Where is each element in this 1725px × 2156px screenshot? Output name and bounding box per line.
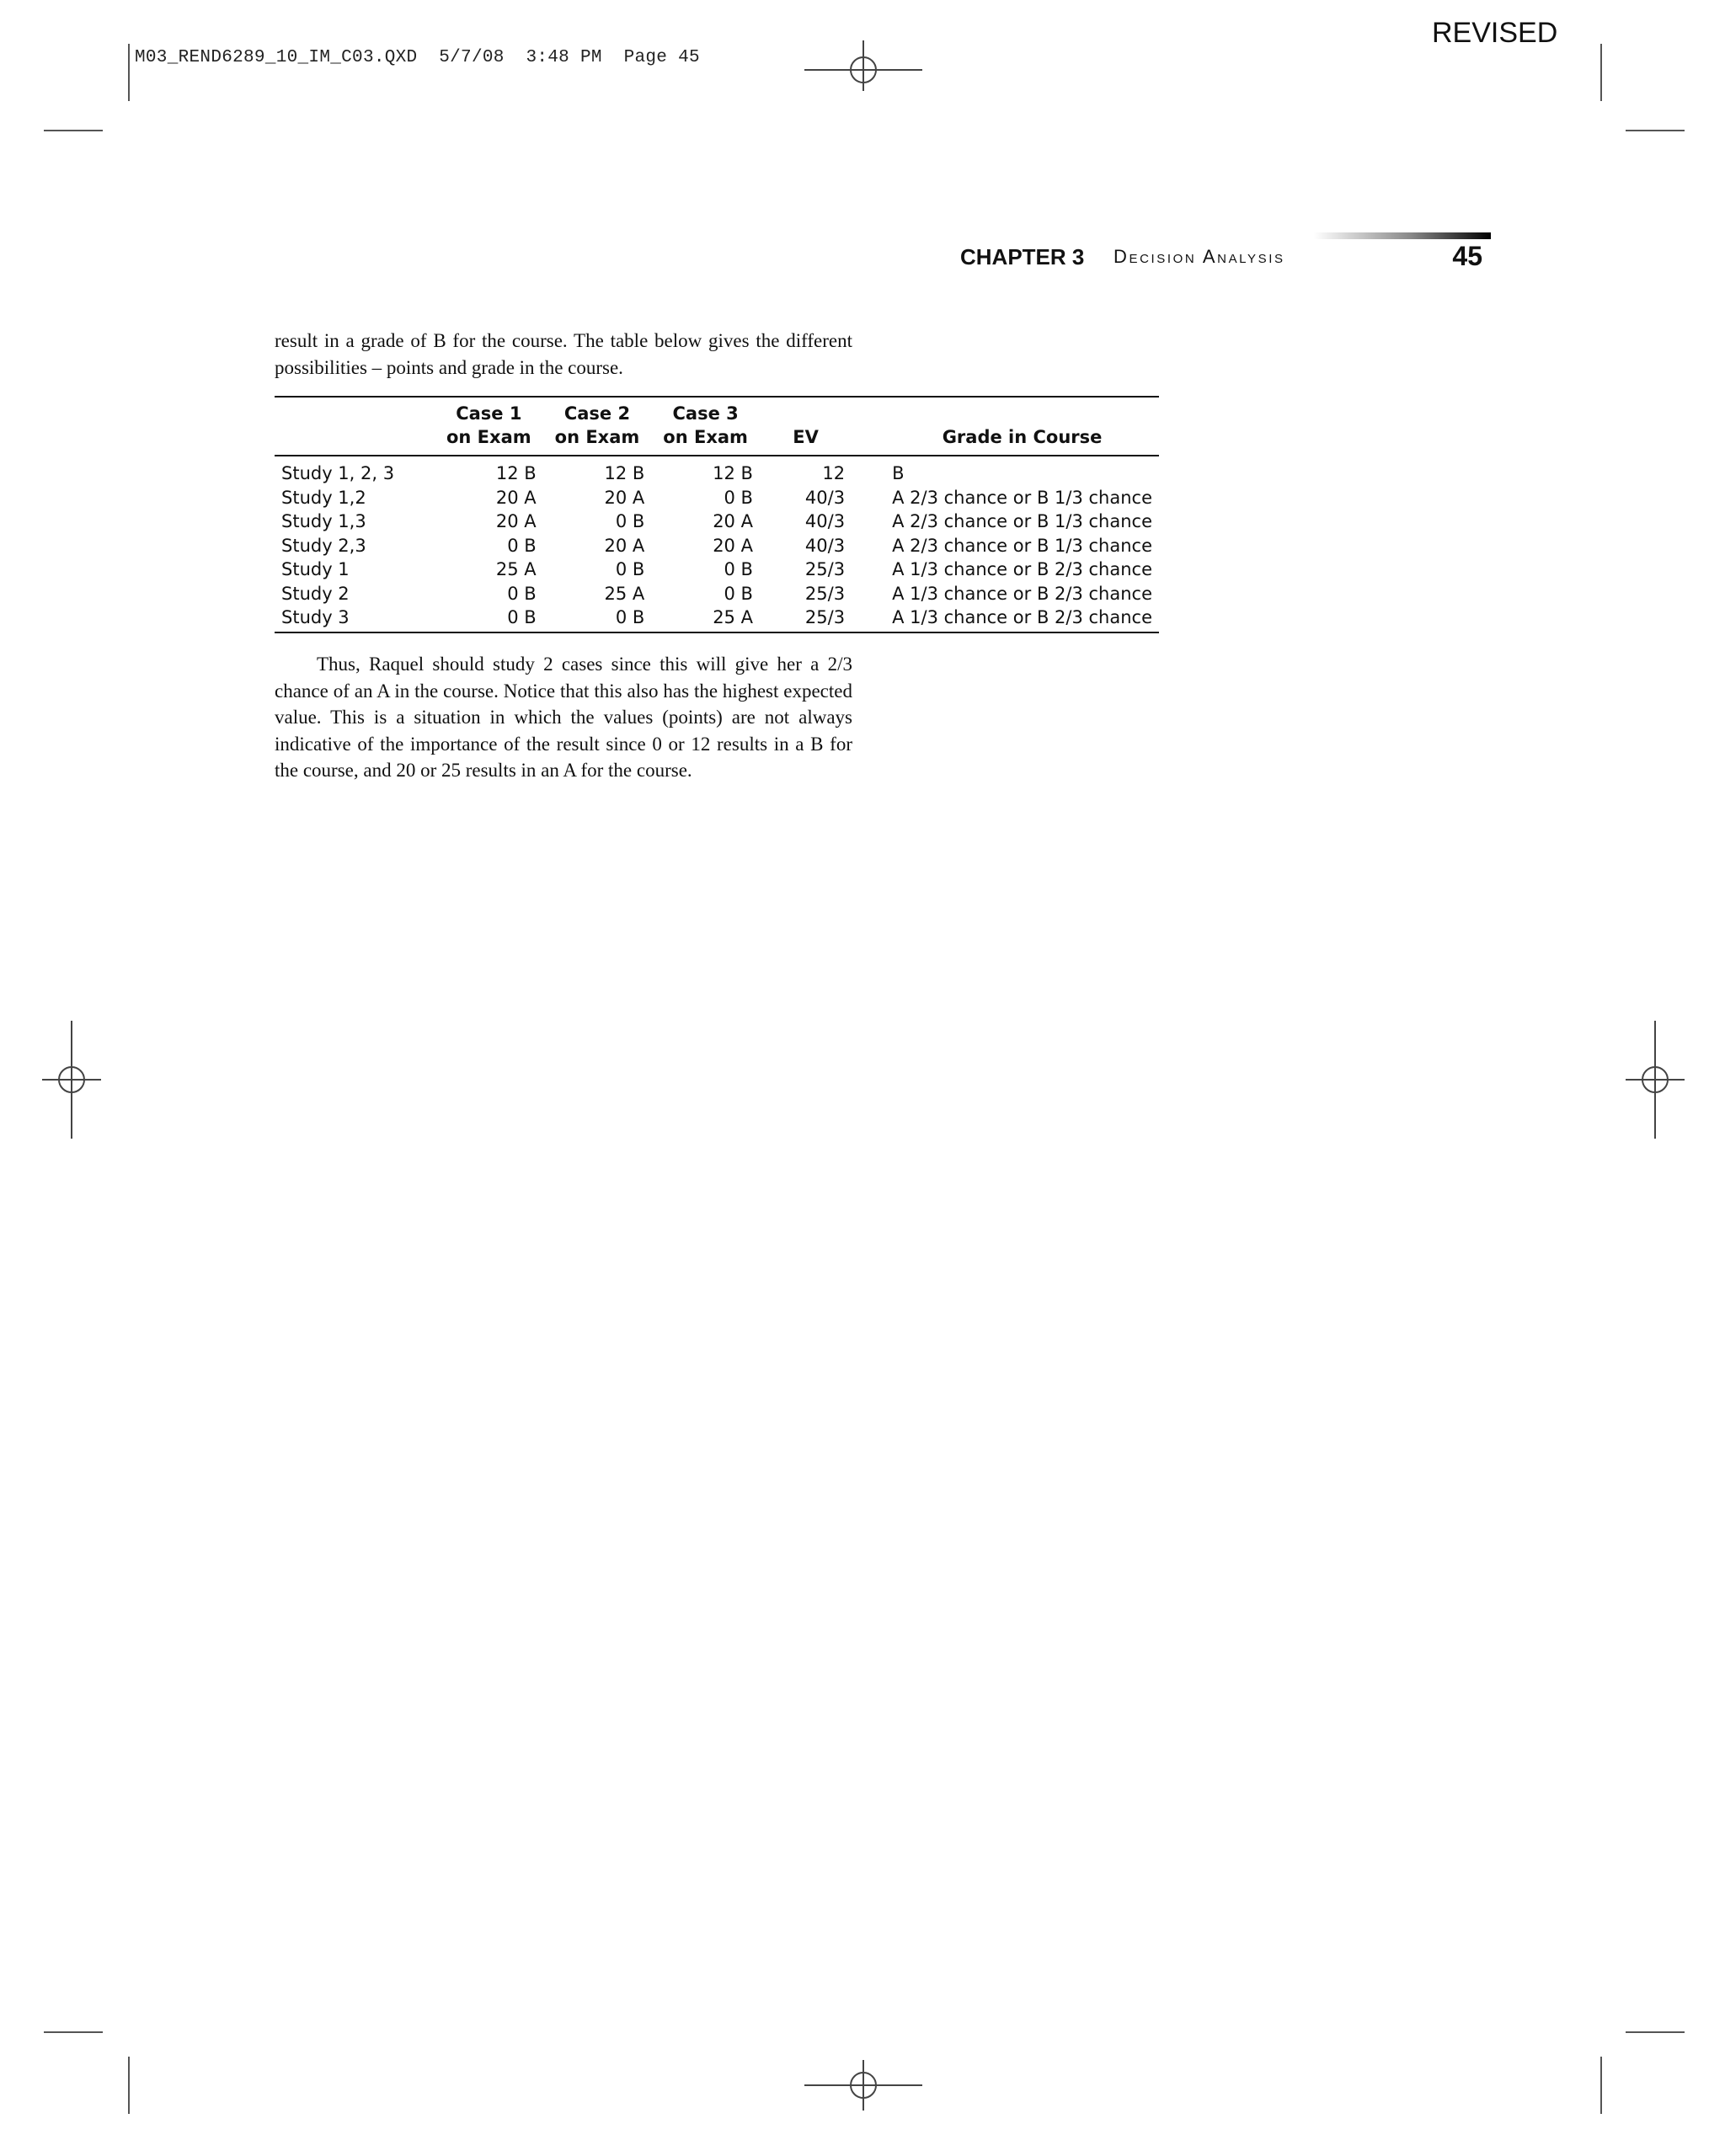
case2-cell: 0 B <box>615 607 645 627</box>
ev-header: EV <box>793 427 819 447</box>
revised-stamp: REVISED <box>1432 17 1558 49</box>
case3-cell: 0 B <box>724 559 753 579</box>
case1-cell: 0 B <box>507 583 537 604</box>
case2-cell: 12 B <box>604 463 645 483</box>
ev-cell: 40/3 <box>804 535 846 556</box>
case1-cell: 0 B <box>507 535 537 556</box>
ev-cell: 40/3 <box>804 487 846 508</box>
crop-mark <box>1600 44 1602 101</box>
option-cell: Study 1,3 <box>281 511 366 531</box>
case2-header-line2: on Exam <box>554 427 640 447</box>
ev-cell: 25/3 <box>804 583 846 604</box>
option-cell: Study 2 <box>281 583 350 604</box>
ev-cell: 25/3 <box>804 559 846 579</box>
case2-cell: 20 A <box>604 487 645 508</box>
grade-cell: A 1/3 chance or B 2/3 chance <box>892 583 1152 604</box>
file-slug: M03_REND6289_10_IM_C03.QXD 5/7/08 3:48 PM Page 45 <box>135 48 700 67</box>
case1-header <box>435 397 543 456</box>
grade-cell: B <box>892 463 905 483</box>
table-row <box>275 456 1159 486</box>
case3-cell: 12 B <box>713 463 753 483</box>
registration-mark-icon <box>804 40 922 91</box>
case3-header-line2: on Exam <box>663 427 748 447</box>
table-row <box>275 582 1159 606</box>
option-header <box>275 397 435 456</box>
conclusion-paragraph: Thus, Raquel should study 2 cases since this will give her a 2/3 chance of an A in the course. Notice that this also has the highest expected value. This is a situation in which the values (points) are not always indicative of the importance of the result since 0 or 12 results in a B for the course, and 20 or 25 results in an A for the course. <box>275 654 852 781</box>
chapter-title: Decision Analysis <box>1114 246 1285 267</box>
crop-mark <box>128 2057 130 2114</box>
crop-mark <box>44 130 103 131</box>
running-head-rule <box>1314 232 1491 239</box>
case2-cell: 20 A <box>604 535 645 556</box>
case1-cell: 12 B <box>495 463 537 483</box>
grade-cell: A 1/3 chance or B 2/3 chance <box>892 559 1152 579</box>
case1-cell: 25 A <box>495 559 537 579</box>
option-cell: Study 1, 2, 3 <box>281 463 395 483</box>
table-row <box>275 558 1159 582</box>
option-cell: Study 2,3 <box>281 535 366 556</box>
case3-cell: 20 A <box>713 535 753 556</box>
case1-header-line2: on Exam <box>446 427 531 447</box>
running-head <box>960 241 1482 275</box>
option-cell: Study 1,2 <box>281 487 366 508</box>
table-row <box>275 510 1159 534</box>
table-row <box>275 486 1159 510</box>
grade-cell: A 2/3 chance or B 1/3 chance <box>892 535 1152 556</box>
case2-header-line1: Case 2 <box>563 403 631 424</box>
ev-cell: 12 <box>822 463 846 483</box>
registration-mark-icon <box>42 1021 101 1139</box>
case2-cell: 0 B <box>615 559 645 579</box>
crop-mark <box>44 2031 103 2033</box>
grade-header: Grade in Course <box>942 427 1103 447</box>
grade-cell: A 2/3 chance or B 1/3 chance <box>892 511 1152 531</box>
case2-header <box>543 397 652 456</box>
case2-cell: 0 B <box>615 511 645 531</box>
case3-header <box>651 397 760 456</box>
case3-cell: 0 B <box>724 583 753 604</box>
registration-mark-icon <box>1626 1021 1685 1139</box>
grade-cell: A 2/3 chance or B 1/3 chance <box>892 487 1152 508</box>
case3-cell: 0 B <box>724 487 753 508</box>
case3-header-line1: Case 3 <box>672 403 739 424</box>
table-header-row <box>275 397 1159 456</box>
table-row <box>275 534 1159 558</box>
table-row <box>275 606 1159 632</box>
intro-paragraph: result in a grade of B for the course. The table below gives the different possibilities – points and grade in the course. <box>275 330 852 378</box>
option-cell: Study 1 <box>281 559 350 579</box>
page-number: 45 <box>1452 241 1482 271</box>
crop-mark <box>1600 2057 1602 2114</box>
study-options-table <box>275 396 1159 633</box>
chapter-label: CHAPTER 3 <box>960 244 1085 270</box>
case3-cell: 25 A <box>713 607 753 627</box>
case2-cell: 25 A <box>604 583 645 604</box>
ev-cell: 25/3 <box>804 607 846 627</box>
case1-cell: 0 B <box>507 607 537 627</box>
crop-mark <box>1626 2031 1685 2033</box>
case1-header-line1: Case 1 <box>456 403 522 424</box>
crop-mark <box>1626 130 1685 131</box>
option-cell: Study 3 <box>281 607 350 627</box>
ev-cell: 40/3 <box>804 511 846 531</box>
grade-cell: A 1/3 chance or B 2/3 chance <box>892 607 1152 627</box>
registration-mark-icon <box>804 2060 922 2111</box>
case1-cell: 20 A <box>495 487 537 508</box>
crop-mark <box>128 44 130 101</box>
case3-cell: 20 A <box>713 511 753 531</box>
case1-cell: 20 A <box>495 511 537 531</box>
